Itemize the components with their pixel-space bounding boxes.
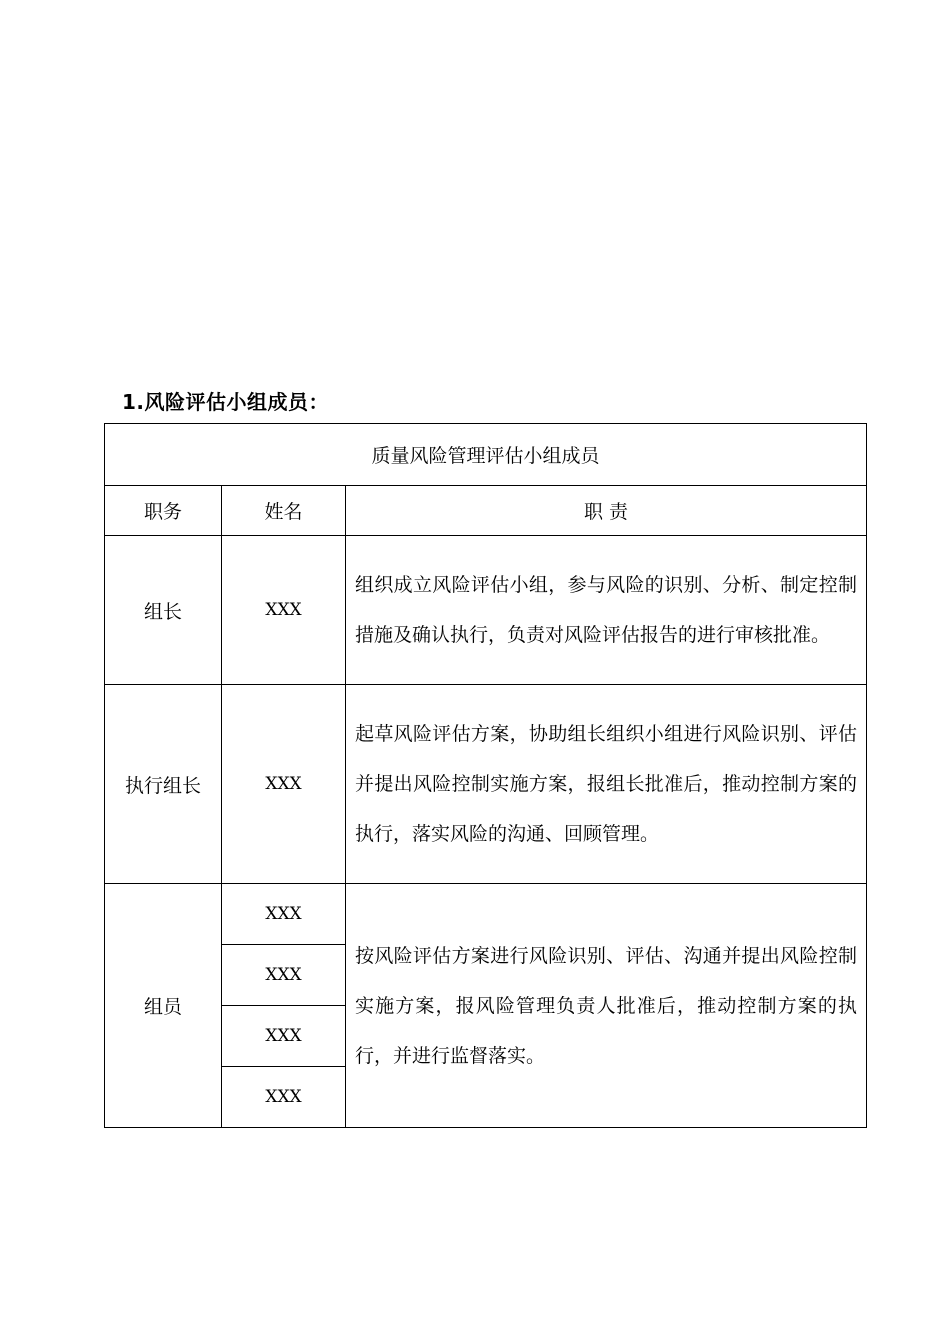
- table-row: [105, 685, 867, 884]
- header-role: 职务: [105, 486, 222, 536]
- name-cell: XXX: [222, 884, 346, 945]
- role-cell: 执行组长: [105, 685, 222, 884]
- duty-cell: 起草风险评估方案，协助组长组织小组进行风险识别、评估并提出风险控制实施方案，报组长批准后，推动控制方案的执行，落实风险的沟通、回顾管理。: [346, 685, 867, 884]
- table-title-row: [105, 424, 867, 486]
- duty-cell: 按风险评估方案进行风险识别、评估、沟通并提出风险控制实施方案，报风险管理负责人批准后，推动控制方案的执行，并进行监督落实。: [346, 884, 867, 1128]
- table-title: 质量风险管理评估小组成员: [105, 424, 867, 486]
- name-cell: XXX: [222, 536, 346, 685]
- table-header-row: [105, 486, 867, 536]
- name-cell: XXX: [222, 945, 346, 1006]
- duty-cell: 组织成立风险评估小组，参与风险的识别、分析、制定控制措施及确认执行，负责对风险评估报告的进行审核批准。: [346, 536, 867, 685]
- name-cell: XXX: [222, 1067, 346, 1128]
- name-cell: XXX: [222, 1006, 346, 1067]
- section-heading: 1.风险评估小组成员：: [122, 390, 330, 414]
- risk-team-table: [104, 423, 867, 1128]
- table-row: [105, 536, 867, 685]
- header-duty: 职 责: [346, 486, 867, 536]
- name-cell: XXX: [222, 685, 346, 884]
- header-name: 姓名: [222, 486, 346, 536]
- role-cell: 组长: [105, 536, 222, 685]
- role-cell: 组员: [105, 884, 222, 1128]
- table-row: [105, 884, 867, 945]
